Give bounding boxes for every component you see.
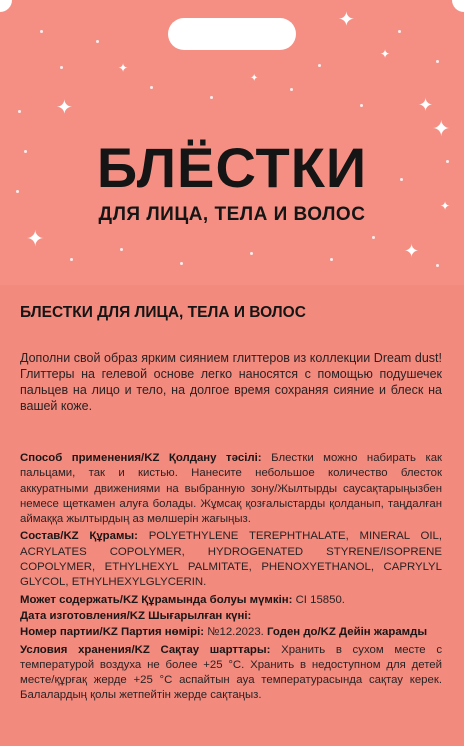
sparkle-icon: ✦ <box>418 95 434 115</box>
product-title: БЛЁСТКИ <box>96 136 368 199</box>
storage-section <box>20 643 442 704</box>
glitter-dot <box>60 66 63 69</box>
glitter-dot <box>290 88 293 91</box>
may-contain-text: CI 15850. <box>295 593 345 606</box>
composition-text: POLYETHYLENE TEREPHTHALATE, MINERAL OIL, ACRYLATES COPOLYMER, HYDROGENATED STYRENE/ISOPRENE COPOLYMER, ETHYLHEXYL PALMITATE, PHENOXYETHANOL, CAPRYLYL GLYCOL, ETHYLHEXYLGLYCERIN. <box>20 530 442 589</box>
card-bottom-edge <box>0 746 464 752</box>
sparkle-icon: ✦ <box>250 73 259 84</box>
manufacture-date-section <box>20 609 442 624</box>
sparkle-icon: ✦ <box>118 61 129 75</box>
glitter-dot <box>250 252 253 255</box>
glitter-dot <box>330 258 333 261</box>
glitter-dot <box>70 258 73 261</box>
sparkle-icon: ✦ <box>440 199 451 213</box>
product-info <box>20 304 442 706</box>
sparkle-icon: ✦ <box>380 47 391 61</box>
glitter-dot <box>120 248 123 251</box>
sparkle-icon: ✦ <box>432 116 451 141</box>
glitter-dot <box>436 60 439 63</box>
batch-label: Номер партии/KZ Партия нөмірі: <box>20 626 205 639</box>
sparkle-icon: ✦ <box>404 241 420 261</box>
glitter-dot <box>180 262 183 265</box>
batch-section <box>20 625 442 640</box>
hang-hole <box>168 18 296 50</box>
usage-text: Блестки можно набирать как пальцами, так и кистью. Нанесите небольшое количество блесток аккуратными движениями на выбранную зону/Жылтырды саусақтарыңызбен немесе щеткамен алуға болады. Жұмсақ қозғалыстарды қолданып, таңдалған аймаққа жылтырдың аз мөлшерін жағыңыз. <box>20 452 443 526</box>
glitter-dot <box>398 30 401 33</box>
glitter-dot <box>360 104 363 107</box>
sparkle-icon: ✦ <box>338 9 355 31</box>
product-description: Дополни свой образ ярким сиянием глиттеров из коллекции Dream dust! Глиттеры на гелевой основе легко наносятся с помощью подушечек пальцев на лицо и тело, на долгое время сохраняя сияние и блеск на вашей коже. <box>20 351 442 413</box>
glitter-dot <box>372 236 375 239</box>
glitter-dot <box>18 110 21 113</box>
may-contain-label: Может содержать/KZ Құрамында болуы мүмкін: <box>20 593 293 606</box>
storage-text: Хранить в сухом месте с температурой воздуха не более +25 °С. Хранить в недоступном для детей месте/құрғақ жерде +25 °С аспайтын ауа температурасында сақтау керек. Балалардың қолы жетпейтін жерде сақтаңыз. <box>20 643 443 702</box>
usage-label: Способ применения/KZ Қолдану тәсілі: <box>20 452 262 464</box>
storage-label: Условия хранения/KZ Сақтау шарттары: <box>20 643 271 656</box>
sparkle-icon: ✦ <box>26 226 45 251</box>
composition-label: Состав/KZ Құрамы: <box>20 530 138 543</box>
may-contain-section <box>20 593 442 608</box>
manufacture-date-label: Дата изготовления/KZ Шығарылған күні: <box>20 609 252 622</box>
info-heading: БЛЕСТКИ ДЛЯ ЛИЦА, ТЕЛА И ВОЛОС <box>20 304 306 321</box>
composition-section <box>20 529 442 590</box>
expiry-label: Годен до/KZ Дейін жарамды <box>267 626 428 639</box>
product-subtitle: ДЛЯ ЛИЦА, ТЕЛА И ВОЛОС <box>98 204 366 225</box>
glitter-dot <box>150 86 153 89</box>
glitter-dot <box>318 64 321 67</box>
glitter-dot <box>436 264 439 267</box>
sparkle-icon: ✦ <box>56 97 73 119</box>
glitter-dot <box>40 30 43 33</box>
usage-section <box>20 451 442 527</box>
glitter-dot <box>210 96 213 99</box>
batch-text: №12.2023. <box>207 626 264 639</box>
glitter-dot <box>96 40 99 43</box>
